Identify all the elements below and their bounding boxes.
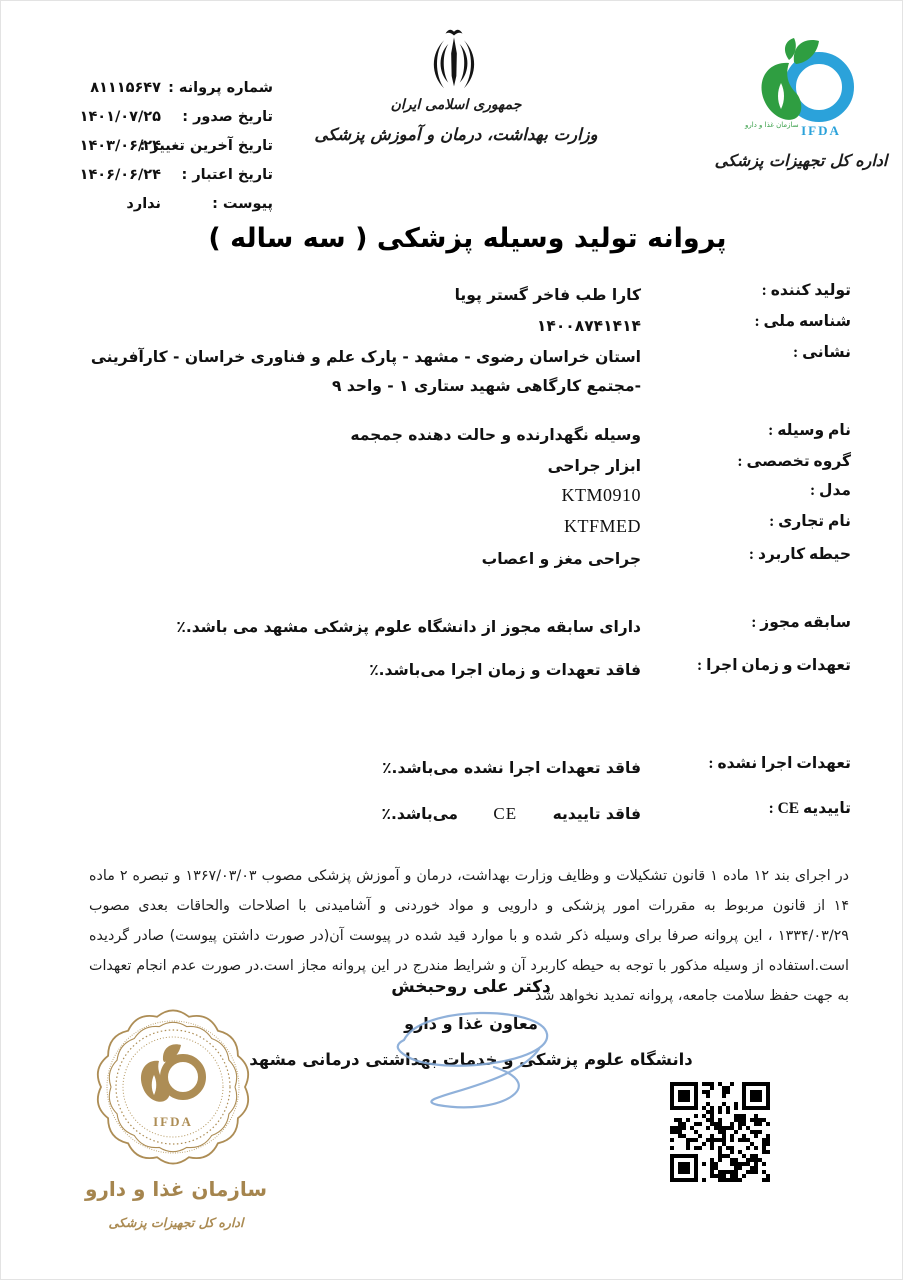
license-number-row — [61, 73, 273, 102]
ce-approval-value — [56, 799, 641, 829]
producer-row — [56, 281, 851, 310]
ministry-name: وزارت بهداشت، درمان و آموزش پزشکی — [314, 125, 598, 144]
attachment-row — [61, 189, 273, 218]
commitments-label: تعهدات و زمان اجرا : — [697, 657, 851, 674]
ifda-acronym-text: IFDA — [801, 123, 841, 138]
model-value: KTM0910 — [561, 485, 641, 505]
ce-approval-row — [56, 799, 851, 829]
validity-date-value: ۱۴۰۶/۰۶/۲۴ — [79, 166, 161, 183]
iran-emblem-icon — [425, 27, 483, 93]
specialty-group-row — [56, 452, 851, 481]
issue-date-row — [61, 102, 273, 131]
page-title: پروانه تولید وسیله پزشکی ( سه ساله ) — [208, 223, 727, 254]
producer-label: تولید کننده : — [761, 282, 851, 299]
address-row — [56, 343, 851, 401]
validity-date-label: تاریخ اعتبار : — [181, 166, 273, 183]
commitments-value: فاقد تعهدات و زمان اجرا می‌باشد.٪ — [369, 661, 641, 679]
ce-mark: CE — [493, 804, 518, 823]
application-area-label: حیطه کاربرد : — [748, 546, 851, 563]
legal-text: در اجرای بند ۱۲ ماده ۱ قانون تشکیلات و وظایف وزارت بهداشت، درمان و آموزش پزشکی مصوب ۱۳۶۷/۰۳/۰۳ و تبصره ۲ ماده ۱۴ از قانون مربوط به مقررات امور پزشکی و دارویی و مواد خوردنی و آشامیدنی با اصلاحات والحاقات بعدی مصوب ۱۳۳۴/۰۳/۲۹ ، این پروانه صرفا برای وسیله ذکر شده و با موارد قید شده در پیوست آن(در صورت داشتن پیوست) صادر گردیده است.استفاده از وسیله مذکور با توجه به حیطه کاربرد آن و شرایط مندرج در این پروانه مجاز است.در صورت عدم انجام تعهدات به جهت حفظ سلامت جامعه، پروانه تمدید نخواهد شد — [89, 868, 849, 1004]
specialty-group-value: ابزار جراحی — [547, 457, 641, 475]
license-number-value: ۸۱۱۱۵۶۴۷ — [90, 79, 161, 96]
last-change-date-label: تاریخ آخرین تغییر : — [139, 137, 273, 154]
attachment-value: ندارد — [126, 195, 161, 212]
signatory-name: دکتر علی روحبخش — [391, 977, 551, 997]
signatory-role: معاون غذا و دارو — [404, 1014, 538, 1033]
trade-name-value: KTFMED — [563, 516, 641, 536]
ifda-department-title: اداره کل تجهیزات پزشکی — [714, 151, 888, 170]
national-id-value: ۱۴۰۰۸۷۴۱۴۱۴ — [536, 317, 641, 335]
unfulfilled-commitments-value: فاقد تعهدات اجرا نشده می‌باشد.٪ — [382, 759, 641, 777]
model-label: مدل : — [809, 482, 851, 499]
stamp-acronym-text: IFDA — [153, 1114, 193, 1129]
specialty-group-label: گروه تخصصی : — [737, 453, 851, 470]
ifda-org-small-text: سازمان غذا و دارو — [745, 121, 799, 129]
ce-approval-label: تاییدیه CE : — [768, 800, 851, 817]
ifda-stamp — [87, 1001, 259, 1173]
attachment-label: پیوست : — [212, 195, 273, 212]
license-number-label: شماره پروانه : — [168, 79, 273, 96]
ce-approval-suffix: می‌باشد.٪ — [381, 805, 459, 823]
last-change-date-value: ۱۴۰۳/۰۶/۲۴ — [79, 137, 161, 154]
unfulfilled-commitments-row — [56, 754, 851, 783]
device-name-row — [56, 421, 851, 450]
application-area-row — [56, 545, 851, 574]
trade-name-label: نام تجاری : — [769, 513, 851, 530]
country-name: جمهوری اسلامی ایران — [390, 97, 522, 113]
license-history-row — [56, 613, 851, 642]
validity-date-row — [61, 160, 273, 189]
stamp-organization-text: سازمان غذا و دارو — [84, 1177, 268, 1201]
address-value: استان خراسان رضوی - مشهد - پارک علم و فناوری خراسان - کارآفرینی -مجتمع کارگاهی شهید ستاری ۱ - واحد ۹ — [90, 348, 641, 395]
commitments-row — [56, 656, 851, 685]
last-change-date-row — [61, 131, 273, 160]
device-name-value: وسیله نگهدارنده و حالت دهنده جمجمه — [350, 426, 641, 444]
issue-date-value: ۱۴۰۱/۰۷/۲۵ — [79, 108, 161, 125]
device-name-label: نام وسیله : — [768, 422, 851, 439]
stamp-department-text: اداره کل تجهیزات پزشکی — [108, 1215, 244, 1230]
national-id-row — [56, 312, 851, 341]
unfulfilled-commitments-label: تعهدات اجرا نشده : — [708, 755, 851, 772]
producer-value: کارا طب فاخر گستر پویا — [454, 286, 641, 304]
address-label: نشانی : — [793, 344, 851, 361]
signatory-organization: دانشگاه علوم پزشکی و خدمات بهداشتی درمانی مشهد — [249, 1050, 693, 1069]
issue-date-label: تاریخ صدور : — [182, 108, 273, 125]
model-row — [56, 481, 851, 510]
license-history-value: دارای سابقه مجوز از دانشگاه علوم پزشکی مشهد می باشد.٪ — [176, 618, 641, 636]
qr-code — [667, 1079, 773, 1185]
application-area-value: جراحی مغز و اعصاب — [481, 550, 641, 568]
trade-name-row — [56, 512, 851, 541]
ifda-logo-icon — [743, 35, 863, 149]
license-history-label: سابقه مجوز : — [751, 614, 851, 631]
national-id-label: شناسه ملی : — [754, 313, 851, 330]
ce-approval-prefix: فاقد تاییدیه — [552, 805, 641, 823]
license-meta-block — [61, 73, 273, 218]
